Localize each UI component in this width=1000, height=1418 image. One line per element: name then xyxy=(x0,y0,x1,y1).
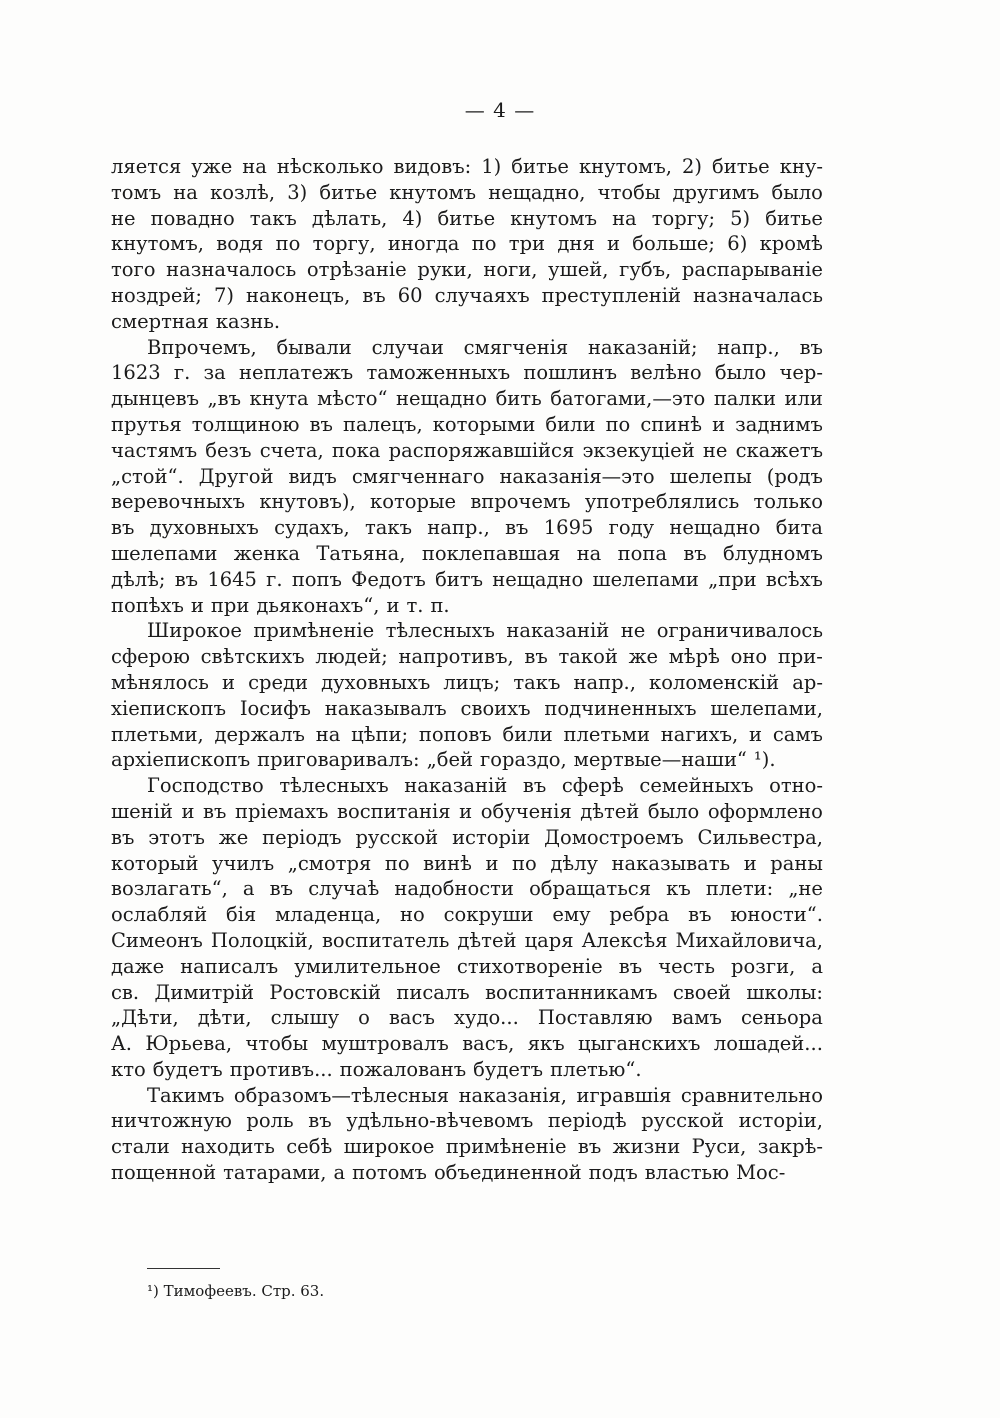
text-line: ноздрей; 7) наконецъ, въ 60 случаяхъ преступленій назначалась xyxy=(111,283,823,307)
text-line: Симеонъ Полоцкій, воспитатель дѣтей царя Алексѣя Михайловича, xyxy=(111,928,823,952)
text-line: плетьми, держалъ на цѣпи; поповъ били плетьми нагихъ, и самъ xyxy=(111,722,823,746)
text-line: хіепископъ Іосифъ наказывалъ своихъ подчиненныхъ шелепами, xyxy=(111,696,823,720)
text-line: кнутомъ, водя по торгу, иногда по три дня и больше; 6) кромѣ xyxy=(111,232,823,256)
text-line: „Дѣти, дѣти, слышу о васъ худо... Поставляю вамъ сеньора xyxy=(111,1006,823,1030)
text-line: шеній и въ пріемахъ воспитанія и обученія дѣтей было оформлено xyxy=(111,799,823,823)
text-line: Господство тѣлесныхъ наказаній въ сферѣ семейныхъ отно- xyxy=(147,774,823,798)
text-line: возлагать“, а въ случаѣ надобности обращаться къ плети: „не xyxy=(111,877,823,901)
text-line: Такимъ образомъ—тѣлесныя наказанія, игравшія сравнительно xyxy=(147,1083,823,1107)
text-line: стали находить себѣ широкое примѣненіе въ жизни Руси, закрѣ- xyxy=(111,1135,823,1159)
text-line: св. Димитрій Ростовскій писалъ воспитанникамъ своей школы: xyxy=(111,980,823,1004)
text-line: даже написалъ умилительное стихотвореніе въ честь розги, а xyxy=(111,954,823,978)
text-line: Впрочемъ, бывали случаи смягченія наказаній; напр., въ xyxy=(147,335,823,359)
text-line: мѣнялось и среди духовныхъ лицъ; такъ напр., коломенскій ар- xyxy=(111,670,823,694)
text-line: смертная казнь. xyxy=(111,309,281,333)
text-line: сферою свѣтскихъ людей; напротивъ, въ такой же мѣрѣ оно при- xyxy=(111,645,823,669)
text-line: въ этотъ же періодъ русской исторіи Домостроемъ Сильвестра, xyxy=(111,825,823,849)
text-line: который училъ „смотря по винѣ и по дѣлу наказывать и раны xyxy=(111,851,823,875)
text-line: попѣхъ и при дьяконахъ“, и т. п. xyxy=(111,593,450,617)
text-line: въ духовныхъ судахъ, такъ напр., въ 1695 году нещадно бита xyxy=(111,516,823,540)
text-line: не повадно такъ дѣлать, 4) битье кнутомъ на торгу; 5) битье xyxy=(111,206,823,230)
footnote: ¹) Тимофеевъ. Стр. 63. xyxy=(147,1282,325,1300)
text-line: ляется уже на нѣсколько видовъ: 1) битье кнутомъ, 2) битье кну- xyxy=(111,155,823,178)
text-line: Широкое примѣненіе тѣлесныхъ наказаній не ограничивалось xyxy=(147,619,823,643)
text-line: дынцевъ „въ кнута мѣсто“ нещадно бить батогами,—это палки или xyxy=(111,387,823,411)
text-line: веревочныхъ кнутовъ), которые впрочемъ употреблялись только xyxy=(111,490,823,514)
body-text xyxy=(111,154,823,1186)
text-line: прутья толщиною въ палецъ, которыми били по спинѣ и заднимъ xyxy=(111,412,823,436)
text-line: частямъ безъ счета, пока распоряжавшійся экзекуціей не скажетъ xyxy=(111,438,823,462)
text-line: А. Юрьева, чтобы муштровалъ васъ, якъ цыганскихъ лошадей... xyxy=(111,1032,823,1056)
text-line: ничтожную роль въ удѣльно-вѣчевомъ періодѣ русской исторіи, xyxy=(111,1109,823,1133)
text-line: архіепископъ приговаривалъ: „бей гораздо, мертвые—наши“ ¹). xyxy=(111,748,776,772)
text-line: томъ на козлѣ, 3) битье кнутомъ нещадно, чтобы другимъ было xyxy=(111,180,823,204)
text-line: пощенной татарами, а потомъ объединенной подъ властью Мос- xyxy=(111,1161,786,1185)
text-line: ослабляй бія младенца, но сокруши ему ребра въ юности“. xyxy=(111,903,823,927)
page-number: — 4 — xyxy=(464,98,536,122)
text-line: 1623 г. за неплатежъ таможенныхъ пошлинъ велѣно было чер- xyxy=(111,361,823,385)
footnote-separator xyxy=(147,1268,220,1269)
text-line: того назначалось отрѣзаніе руки, ноги, ушей, губъ, распарываніе xyxy=(111,258,823,282)
text-line: шелепами женка Татьяна, поклепавшая на попа въ блудномъ xyxy=(111,541,823,565)
text-line: кто будетъ противъ... пожалованъ будетъ плетью“. xyxy=(111,1057,642,1081)
text-line: „стой“. Другой видъ смягченнаго наказанія—это шелепы (родъ xyxy=(111,464,823,488)
text-line: дѣлѣ; въ 1645 г. попъ Федотъ битъ нещадно шелепами „при всѣхъ xyxy=(111,567,823,591)
